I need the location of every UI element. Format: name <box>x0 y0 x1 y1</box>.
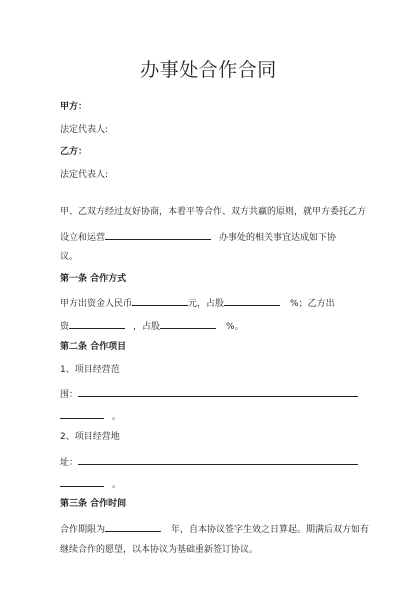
article-2-item-2-end: 。 <box>60 476 121 491</box>
party-a-label: 甲方： <box>60 102 88 112</box>
article-1-heading: 第一条 合作方式 <box>60 274 127 284</box>
document-title: 办事处合作合同 <box>140 59 277 81</box>
article-3-line-2: 继续合作的愿望，以本协议为基础重新签订协议。 <box>60 545 259 555</box>
party-b-rep: 法定代表人: <box>60 170 109 180</box>
intro-line-1: 甲、乙双方经过友好协商，本着平等合作、双方共赢的原则，就甲方委托乙方 <box>60 207 367 217</box>
party-a-rep: 法定代表人: <box>60 125 109 135</box>
article-2-item-1-end: 。 <box>60 408 121 423</box>
article-2-item-1: 1、项目经营范 <box>60 365 120 375</box>
intro-line-2: 设立和运营 办事处的相关事宜达成如下协 <box>60 229 336 244</box>
article-3-heading: 第三条 合作时间 <box>60 499 127 509</box>
article-2-item-2-fill: 址： <box>60 454 358 469</box>
article-3-line-1: 合作期限为 年，自本协议签字生效之日算起。期满后双方如有 <box>60 521 369 536</box>
article-2-heading: 第二条 合作项目 <box>60 342 127 352</box>
article-1-line-2: 资 ，占股 %。 <box>60 318 244 333</box>
party-b-label: 乙方： <box>60 147 88 157</box>
article-1-line-1: 甲方出资金人民币 元，占股 %；乙方出 <box>60 295 335 310</box>
article-2-item-2: 2、项目经营地 <box>60 432 120 442</box>
intro-line-3: 议。 <box>60 252 79 262</box>
article-2-item-1-fill: 围： <box>60 386 358 401</box>
